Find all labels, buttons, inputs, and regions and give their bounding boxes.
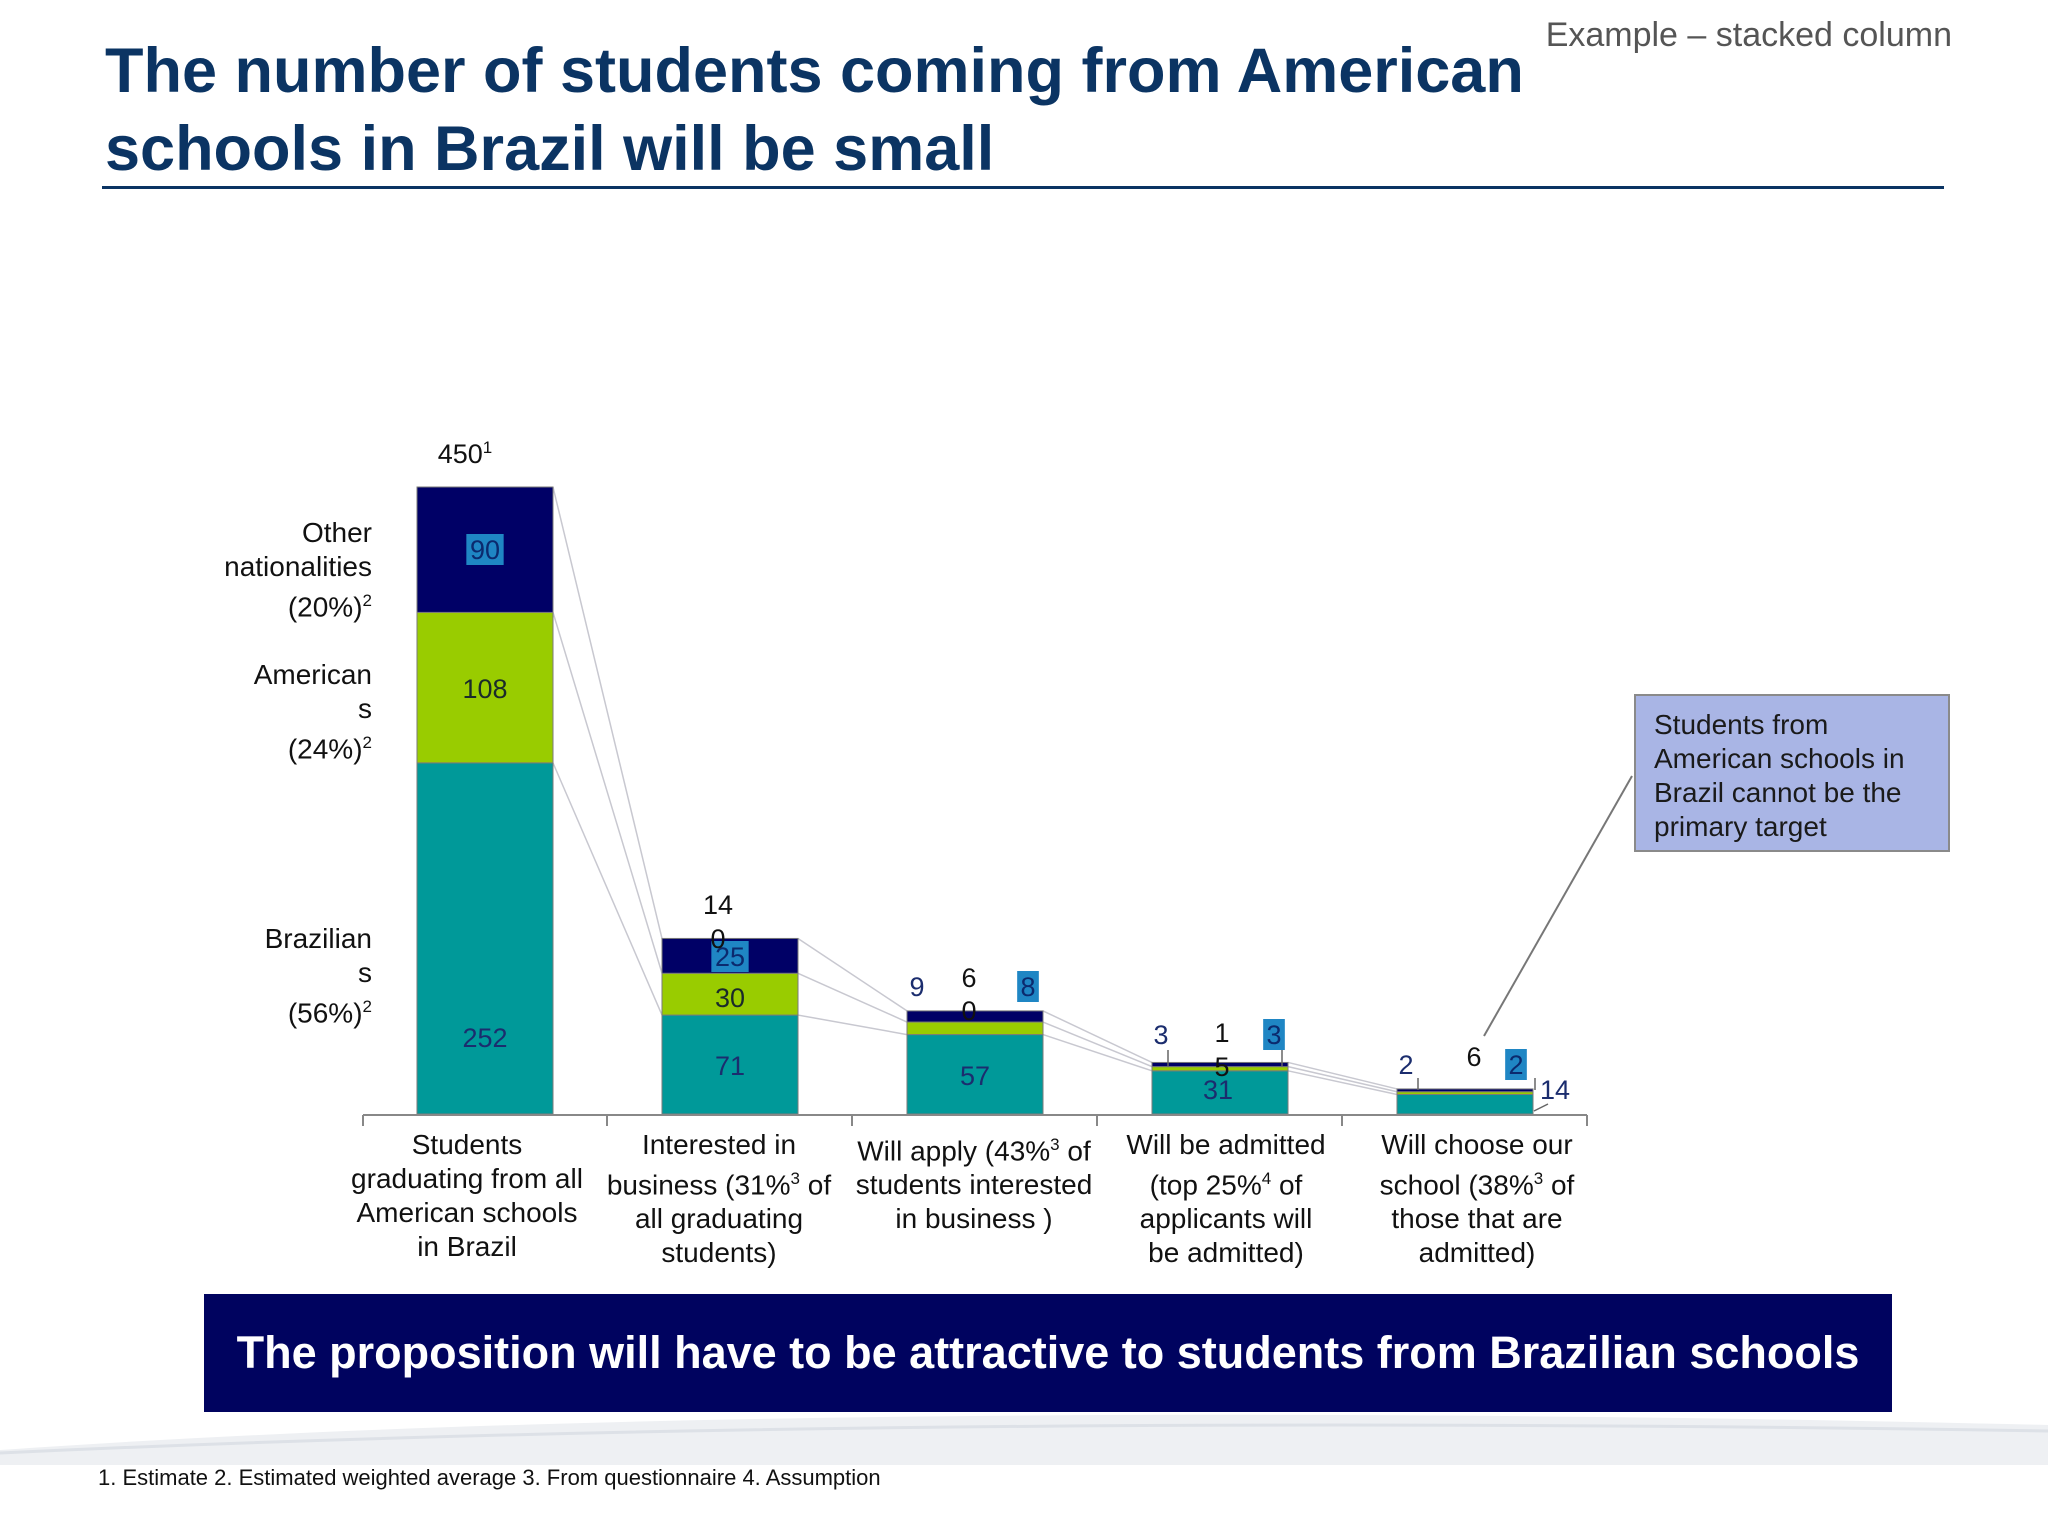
value-label: 9 [909, 972, 925, 1002]
slide-tag: Example – stacked column [1545, 16, 1952, 54]
value-label: 31 [1202, 1075, 1234, 1105]
page-title: The number of students coming from American schools in Brazil will be small [105, 36, 1524, 184]
category-label-apply: Will apply (43%$^3$ of students interested in business ) [855, 1135, 1093, 1235]
conclusion-banner: The proposition will have to be attractive to students from Brazilian schools [204, 1294, 1892, 1412]
value-label: 57 [959, 1061, 991, 1091]
bar-segment [1397, 1094, 1533, 1114]
total-label: 1 [1214, 1018, 1230, 1048]
label-leader [1534, 1104, 1548, 1111]
decorative-swoosh [0, 1395, 2048, 1465]
connector-line [798, 938, 907, 1010]
total-label: 0 [710, 924, 726, 954]
connector-line [553, 487, 662, 938]
connector-line [1043, 1022, 1152, 1067]
value-label: 3 [1266, 1020, 1282, 1050]
value-label: 30 [714, 983, 746, 1013]
value-label: 2 [1398, 1050, 1414, 1080]
value-label: 71 [714, 1051, 746, 1081]
value-label: 14 [1539, 1075, 1571, 1105]
total-label: 14 [702, 890, 734, 920]
total-label: $450^1$ [437, 438, 493, 469]
callout-box: Students from American schools in Brazil cannot be the primary target [1634, 694, 1950, 852]
value-label: 3 [1153, 1020, 1169, 1050]
connector-line [1288, 1062, 1397, 1088]
connector-line [798, 1015, 907, 1035]
category-label-graduating: Students graduating from all American schools in Brazil [351, 1129, 583, 1262]
connector-line [1288, 1071, 1397, 1095]
callout-pointer [1484, 776, 1632, 1036]
connector-line [798, 973, 907, 1022]
value-label: 90 [469, 535, 501, 565]
legend-american: American s $(24\%)^2$ [253, 659, 372, 765]
x-axis [363, 1115, 1587, 1126]
footnote: 1. Estimate 2. Estimated weighted average 3. From questionnaire 4. Assumption [98, 1465, 881, 1490]
connector-line [553, 763, 662, 1015]
connector-line [553, 612, 662, 973]
value-label: 25 [714, 942, 746, 972]
total-label: 0 [961, 996, 977, 1026]
total-label: 5 [1214, 1052, 1230, 1082]
total-label: 6 [961, 963, 977, 993]
value-label: 8 [1020, 972, 1036, 1002]
bar-segment [417, 763, 553, 1114]
legend-other: Other nationalities $(20\%)^2$ [224, 517, 372, 623]
category-label-interested: Interested in business (31%$^3$ of all graduating students) [606, 1129, 832, 1269]
value-label: 108 [462, 674, 508, 704]
legend-brazilian: Brazilian s $(56\%)^2$ [264, 923, 372, 1029]
connector-line [1043, 1011, 1152, 1063]
data-labels [438, 438, 1570, 1111]
total-label: 6 [1466, 1042, 1482, 1072]
value-label: 2 [1508, 1050, 1524, 1080]
category-label-admitted: Will be admitted (top 25%$^4$ of applicants will be admitted) [1126, 1129, 1326, 1269]
connector-line [1043, 1035, 1152, 1071]
connector-line [1288, 1067, 1397, 1092]
category-label-choose: Will choose our school (38%$^3$ of those that are admitted) [1379, 1129, 1575, 1269]
value-label: 252 [462, 1023, 508, 1053]
